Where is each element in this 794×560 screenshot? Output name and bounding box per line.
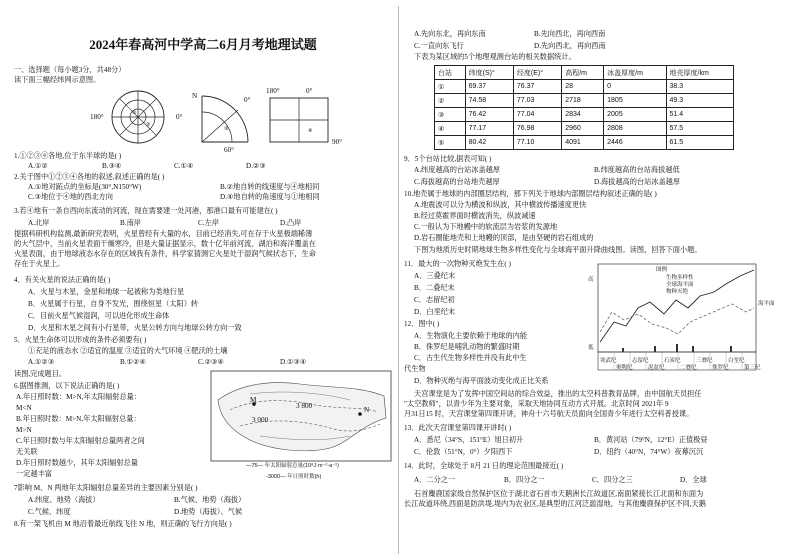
q8-option-c: C.一直向东飞行 [414, 42, 464, 50]
table-cell: 80.42 [465, 136, 513, 150]
q12-option-c-line1: C．古生代生物多样性并没有此中生 [414, 354, 527, 362]
q12-option-d: D．物种灭绝与海平面波动变化成正比关系 [414, 377, 549, 385]
q10-option-c: C.一般认为下地幔中的软流层为岩浆的发源地 [414, 223, 558, 231]
q13-option-a: A．悉尼（34°S，151°E）旭日初升 [414, 436, 524, 444]
chart-period-label: 泥盆纪 [648, 365, 665, 371]
q6-option-c-line1: C.年日照时数与年太阳辐射总量两者之间 [16, 437, 145, 445]
intro-text: 读下面三幅经纬网示意图。 [14, 76, 101, 84]
q7-option-a: A.纬度、地势（海拔） [28, 496, 100, 504]
q2-option-b: B.②地自转的线速度与④地相同 [220, 183, 320, 191]
q3-option-b: B.南岸 [120, 219, 141, 227]
table-cell: 61.5 [666, 136, 734, 150]
passage-line-4: 存在于火星上。 [14, 260, 65, 268]
passage-tiangong-3: 月31日15 时，天宫课堂第四课开讲，神舟十六号航天员面向全国青少年进行太空科普授课。 [404, 410, 694, 418]
table-row [435, 122, 734, 136]
q11-option-d: D．白垩纪末 [414, 308, 456, 316]
read-instruction: 读图,完成题目。 [14, 370, 67, 378]
table-row [435, 94, 734, 108]
q11-option-b: B．二叠纪末 [414, 284, 455, 292]
q6-option-b-line1: B.年日照时数：M>N,年太阳辐射总量： [16, 415, 141, 423]
question-2: 2.关于图中①②③④各地的叙述,叙述正确的是( ) [14, 173, 165, 181]
chart-axis-low: 低 [588, 345, 594, 351]
passage-elk-2: 长江故道环绕,西面是防洪堤,堤内为农业区,是典型的江河泛滥湿地，与其他麋鹿保护区不同,天鹅 [404, 500, 706, 508]
q7-option-c: C.气候、纬度 [28, 508, 71, 516]
question-5: 5．火星生命体可以形成的条件必须要有( ) [14, 336, 147, 344]
table-cell: 2808 [604, 122, 666, 136]
table-cell: 4091 [562, 136, 604, 150]
table-cell: 69.37 [465, 80, 513, 94]
q8-option-d: D.先向西北，再向西南 [534, 42, 606, 50]
table-header-cell: 冰盖厚度/m [604, 66, 666, 80]
table-cell: 28 [562, 80, 604, 94]
q8-option-a: A.先向东北，再向东南 [414, 30, 486, 38]
q9-option-a: A.纬度越高的台站冰盖越厚 [414, 166, 501, 174]
q6-option-b-line2: M>N [16, 426, 32, 434]
q11-option-c: C．志留纪初 [414, 296, 455, 304]
q2-option-a: A.①地对跖点的坐标是(30°,N150°W) [28, 183, 142, 191]
svg-text:③: ③ [224, 126, 229, 132]
question-9: 9．5个台站比较,据表可知( ) [404, 155, 492, 163]
map-legend-sunshine: -3000— 年日照时数(h) [266, 474, 322, 480]
fig2-lon0: 0° [244, 96, 251, 104]
passage-line-3: 火星表面，由于地球液态水存在的区域我有条件，科学家猜测它火星处于湿润气候状态下，生命 [14, 250, 316, 258]
q12-option-b: B．侏罗纪是哺乳动物的繁盛时期 [414, 343, 520, 351]
table-row [435, 136, 734, 150]
q3-option-a: A.北岸 [28, 219, 50, 227]
q14-option-b: B．四分之一 [504, 476, 545, 484]
table-row [435, 108, 734, 122]
q7-option-b: B.气候、地势（海拔） [174, 496, 246, 504]
question-1: 1.①②③④各地,位于东半球的是( ) [14, 152, 122, 160]
q14-option-d: D．全球 [680, 476, 707, 484]
chart-period-label: 第三纪 [744, 365, 761, 371]
map-label-3800: 3 800 [296, 402, 313, 410]
fig2-lat60: 60° [224, 146, 235, 154]
chart-period-label: 石炭纪 [664, 358, 681, 364]
table-header-cell: 地壳厚度/km [666, 66, 734, 80]
fig3-lat90: 90° [332, 138, 343, 146]
chart-axis-high: 高 [588, 277, 594, 283]
fig1-lon0: 0° [176, 113, 183, 121]
chart-legend-extinction: 物种灭绝 [666, 289, 689, 295]
chart-period-label: 白垩纪 [728, 358, 745, 364]
table-cell: 76.42 [465, 108, 513, 122]
q5-statements: ①充足的液态水 ②适宜的温度 ③适宜的大气环境 ④肥沃的土壤 [28, 347, 228, 355]
table-cell: 77.17 [465, 122, 513, 136]
fig2-n: N [192, 92, 198, 100]
q4-option-c: C．目前火星气候湿润，可以进化形成生命体 [28, 312, 170, 320]
table-header-cell: 纬度(S)° [465, 66, 513, 80]
q9-option-c: C.海拔越高的台站地壳越厚 [414, 178, 500, 186]
table-cell: 49.3 [666, 94, 734, 108]
q4-option-b: B．火星属于行星，自身不发光，围绕恒星（太阳）转 [28, 300, 199, 308]
question-3: 3.若④地有一条自西向东流动的河流，现在需要建一处河港，那港口最有可能建在( ) [14, 207, 278, 215]
q6-option-d-line1: D.年日照时数越少，其年太阳辐射总量 [16, 459, 138, 467]
passage-line-2: 的大气层中，当前火星表面干燥寒冷，但是大量证据显示，数十亿年前河流、湖泊和海洋覆盖在 [14, 240, 316, 248]
chart-legend-sealevel: 全球海平面 [666, 282, 694, 288]
q4-option-a: A．火星与木星，金星和地球一起被称为类地行星 [28, 288, 185, 296]
question-13: 13．此次天宫课堂第四课开讲时( ) [404, 424, 512, 432]
map-label-3000: 3 000 [252, 416, 269, 424]
table-intro: 下表为某区域的5个地理观测台站的相关数据统计。 [414, 53, 576, 61]
table-cell: 57.5 [666, 122, 734, 136]
chart-axis-sealevel: 海平面 [758, 301, 775, 307]
section-heading: 一、选择题（每小题3分，共48分） [14, 66, 126, 74]
table-cell: 77.10 [513, 136, 561, 150]
q1-option-d: D.②③ [246, 162, 266, 170]
q13-option-d: D．纽约（40°N，74°W）夜幕沉沉 [594, 448, 704, 456]
table-cell: 51.4 [666, 108, 734, 122]
column-divider [398, 6, 399, 554]
svg-text:④: ④ [308, 128, 313, 134]
q10-option-b: B.经过莫霍界面时横波消失，纵波减速 [414, 212, 536, 220]
svg-text:②: ② [146, 122, 151, 128]
passage-line-1: 提据科研机构监测,最新研究表明，火星曾经有大量的水，目前已经消失,可在存于火星极端稀薄 [14, 230, 313, 238]
q5-option-a: A.①②③ [28, 358, 55, 366]
table-cell: ⑤ [435, 136, 466, 150]
q6-option-a-line2: M<N [16, 404, 32, 412]
table-cell: 38.3 [666, 80, 734, 94]
q7-option-d: D.地势（海拔）、气候 [174, 508, 243, 516]
question-4: 4．有关火星的说法正确的是( ) [14, 276, 111, 284]
passage-elk-1: 石首麋鹿国家级自然保护区位于湖北省石首市天鹅洲长江故道区,南面紧接长江北面和东面为 [414, 490, 704, 498]
chart-legend-title: 图例 [656, 267, 668, 273]
table-cell: 2960 [562, 122, 604, 136]
table-cell: 76.98 [513, 122, 561, 136]
q13-option-b: B．黄河站（79°N，12°E）正值极昼 [594, 436, 708, 444]
table-cell: 2834 [562, 108, 604, 122]
q11-option-a: A．三叠纪末 [414, 272, 456, 280]
question-8: 8.有一架飞机由 M 地沿着最近航线飞往 N 地，则正确的飞行方向是( ) [14, 520, 232, 528]
q5-option-d: D.①③④ [280, 358, 307, 366]
svg-text:①: ① [132, 110, 137, 116]
table-header-cell: 高程/m [562, 66, 604, 80]
table-header-row [435, 66, 734, 80]
chart-period-label: 侏罗纪 [712, 365, 729, 371]
table-cell: 2718 [562, 94, 604, 108]
table-cell: 77.04 [513, 108, 561, 122]
chart-period-label: 三叠纪 [696, 358, 713, 364]
table-row [435, 80, 734, 94]
chart-period-label: 志留纪 [632, 358, 649, 364]
map-label-n: N [364, 406, 370, 414]
map-legend-radiation: —75— 年太阳辐射总量(10⁸J·m⁻²·a⁻¹) [246, 463, 339, 469]
table-cell: 76.37 [513, 80, 561, 94]
question-11: 11．最大的一次物种灭绝发生在( ) [404, 260, 511, 268]
station-data-table [434, 65, 734, 150]
table-cell: 74.58 [465, 94, 513, 108]
q12-option-a: A．生物演化主要依赖于地球的内能 [414, 332, 528, 340]
table-cell: 2005 [604, 108, 666, 122]
q2-option-c: C.③地位于④地的西北方向 [28, 193, 113, 201]
map-label-m: M [250, 396, 257, 404]
q1-option-c: C.①④ [174, 162, 194, 170]
fig3-lon0: 0° [306, 87, 313, 95]
chart-period-label: 奥陶纪 [616, 365, 633, 371]
chart-legend-biodiversity: 生物多样性 [666, 275, 694, 281]
passage-tiangong-2: "太空教师"，以青少年为主要对象，采取天地协同互动方式开展。北京时间 2021年 9 [404, 400, 669, 408]
q2-option-d: D.④地自转的角速度与①地相同 [220, 193, 320, 201]
q4-option-d: D．火星和木星之间有小行星带，火星公转方向与地球公转方向一致 [28, 324, 242, 332]
table-cell: 77.03 [513, 94, 561, 108]
q14-option-a: A．二分之一 [414, 476, 456, 484]
q1-option-b: B.③④ [102, 162, 122, 170]
q13-option-c: C．伦敦（51°N，0°）夕阳西下 [414, 448, 513, 456]
q10-option-d: D.岩石圈能地壳和上地幔的顶部，是由坚硬的岩石组成的 [414, 234, 594, 242]
question-12: 12．图中( ) [404, 320, 440, 328]
solar-radiation-map [210, 370, 392, 462]
q6-option-d-line2: 一定越丰富 [16, 470, 52, 478]
q5-option-c: C.②③④ [198, 358, 224, 366]
q3-option-d: D.凸岸 [280, 219, 302, 227]
polar-grid-figure [102, 86, 174, 148]
table-header-cell: 台站 [435, 66, 466, 80]
q6-option-a-line1: A.年日照时数：M>N,年太阳辐射总量： [16, 393, 142, 401]
q5-option-b: B.①②④ [120, 358, 146, 366]
table-cell: ① [435, 80, 466, 94]
question-14: 14．此时，全球处于 8月 21 日的理论范围最接近( ) [404, 462, 564, 470]
exam-title: 2024年春高河中学高二6月月考地理试题 [89, 37, 317, 52]
passage-biodiversity: 下图为地质历史时期地球生物多样性变化与全球海平面升降曲线图。读图，回答下面小题。 [414, 246, 702, 254]
chart-period-label: 寒武纪 [600, 358, 617, 364]
fig1-lon180: 180° [90, 113, 104, 121]
table-cell: ④ [435, 122, 466, 136]
rect-grid-figure [268, 96, 330, 144]
table-header-cell: 经度(E)° [513, 66, 561, 80]
q9-option-d: D.海拔越高的台站冰盖越厚 [594, 178, 681, 186]
question-10: 10.地壳属于地球的内部圈层结构，那下列关于地球内部圈层结构叙述正确的是( ) [404, 190, 657, 198]
q9-option-b: B.纬度越高的台站海拔越低 [594, 166, 680, 174]
q12-option-c-line2: 代生物 [404, 365, 426, 373]
question-6: 6.据图推测，以下说法正确的是( ) [14, 382, 120, 390]
q10-option-a: A.地震波可以分为横波和纵波，其中横波传播速度更快 [414, 201, 587, 209]
question-7: 7影响 M、N 两地年太阳辐射总量差异的主要因素分别是( ) [14, 484, 198, 492]
passage-tiangong-1: 天宫课堂是为了发挥中国空间站的综合效益，推出的太空科普教育品牌，由中国航天员担任 [414, 390, 702, 398]
q14-option-c: C．四分之三 [592, 476, 633, 484]
q6-option-c-line2: 无关联 [16, 448, 38, 456]
table-cell: 0 [604, 80, 666, 94]
fig3-lon180: 180° [266, 87, 280, 95]
q3-option-c: C.左岸 [198, 219, 219, 227]
chart-period-label: 二叠纪 [680, 365, 697, 371]
q8-option-b: B.先向西北，再向西南 [534, 30, 606, 38]
table-cell: ③ [435, 108, 466, 122]
table-cell: ② [435, 94, 466, 108]
q1-option-a: A.①② [28, 162, 48, 170]
table-cell: 2446 [604, 136, 666, 150]
table-cell: 1805 [604, 94, 666, 108]
